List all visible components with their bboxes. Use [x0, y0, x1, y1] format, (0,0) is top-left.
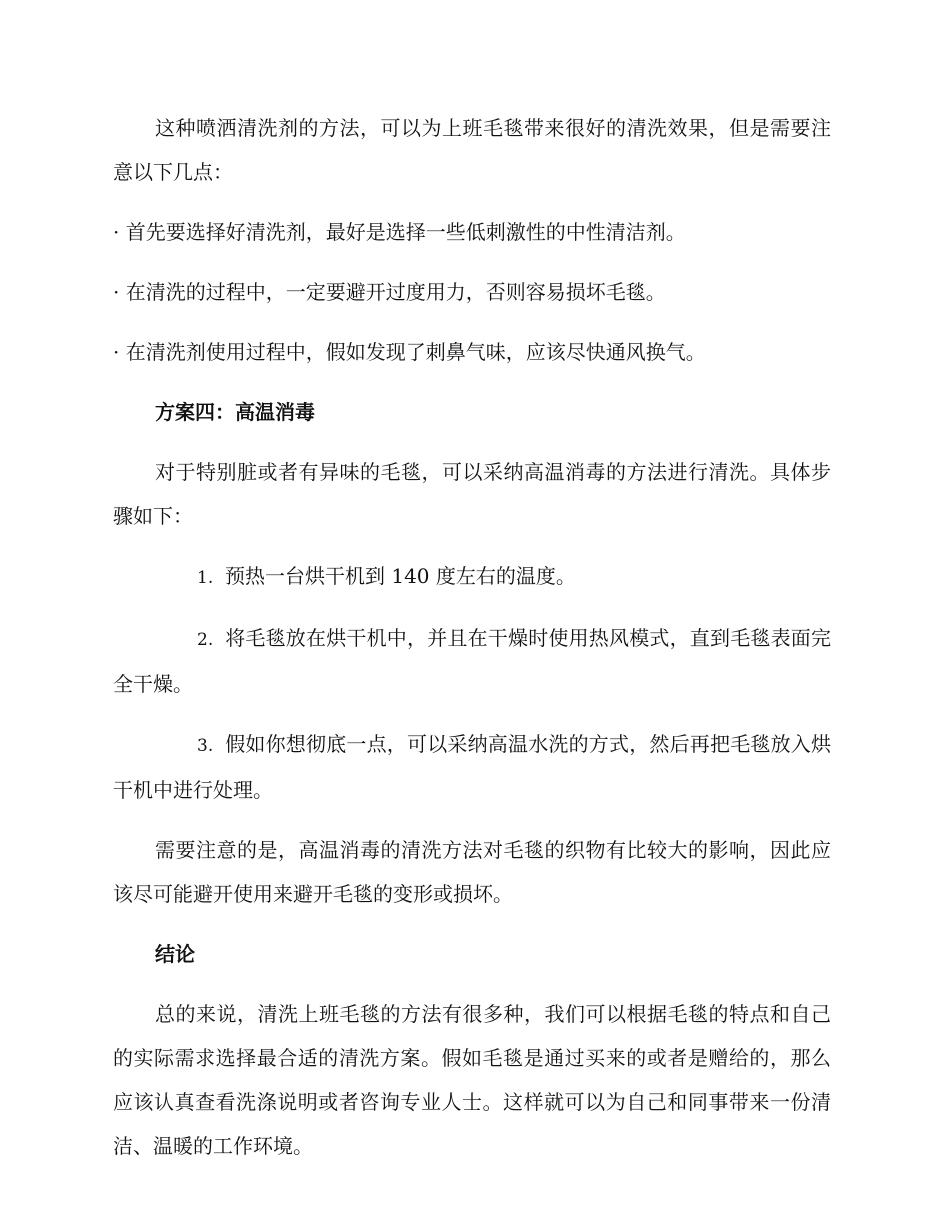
- bullet-item: · 在清洗剂使用过程中，假如发现了刺鼻气味，应该尽快通风换气。: [113, 340, 706, 364]
- step-text: 预热一台烘干机到 140 度左右的温度。: [225, 564, 576, 588]
- paragraph-conclusion: 总的来说，清洗上班毛毯的方法有很多种，我们可以根据毛毯的特点和自己的实际需求选择最合适的清洗方案。假如毛毯是通过买来的或者是赠给的，那么应该认真查看洗涤说明或者咨询专业人士。这样就可以为自己和同事带来一份清洁、温暖的工作环境。: [113, 1002, 831, 1158]
- section-heading-conclusion: 结论: [155, 942, 195, 966]
- step-text: 假如你想彻底一点，可以采纳高温水洗的方式，然后再把毛毯放入烘干机中进行处理。: [113, 732, 831, 802]
- numbered-step: [113, 616, 831, 706]
- step-number: 2.: [197, 630, 214, 650]
- document-body: [113, 106, 831, 1184]
- paragraph-caution: 需要注意的是，高温消毒的清洗方法对毛毯的织物有比较大的影响，因此应该尽可能避开使用来避开毛毯的变形或损坏。: [113, 838, 831, 906]
- numbered-step: [113, 554, 831, 600]
- bullet-item: · 在清洗的过程中，一定要避开过度用力，否则容易损坏毛毯。: [113, 280, 666, 304]
- bullet-item: · 首先要选择好清洗剂，最好是选择一些低刺激性的中性清洁剂。: [113, 220, 686, 244]
- paragraph-high-temp-intro: 对于特别脏或者有异味的毛毯，可以采纳高温消毒的方法进行清洗。具体步骤如下：: [113, 460, 831, 528]
- step-number: 1.: [197, 568, 214, 588]
- paragraph-spray-method: 这种喷洒清洗剂的方法，可以为上班毛毯带来很好的清洗效果，但是需要注意以下几点：: [113, 116, 831, 184]
- section-heading-plan-four: 方案四：高温消毒: [155, 400, 315, 424]
- step-number: 3.: [197, 736, 214, 756]
- step-text: 将毛毯放在烘干机中，并且在干燥时使用热风模式，直到毛毯表面完全干燥。: [113, 626, 831, 696]
- numbered-step: [113, 722, 831, 812]
